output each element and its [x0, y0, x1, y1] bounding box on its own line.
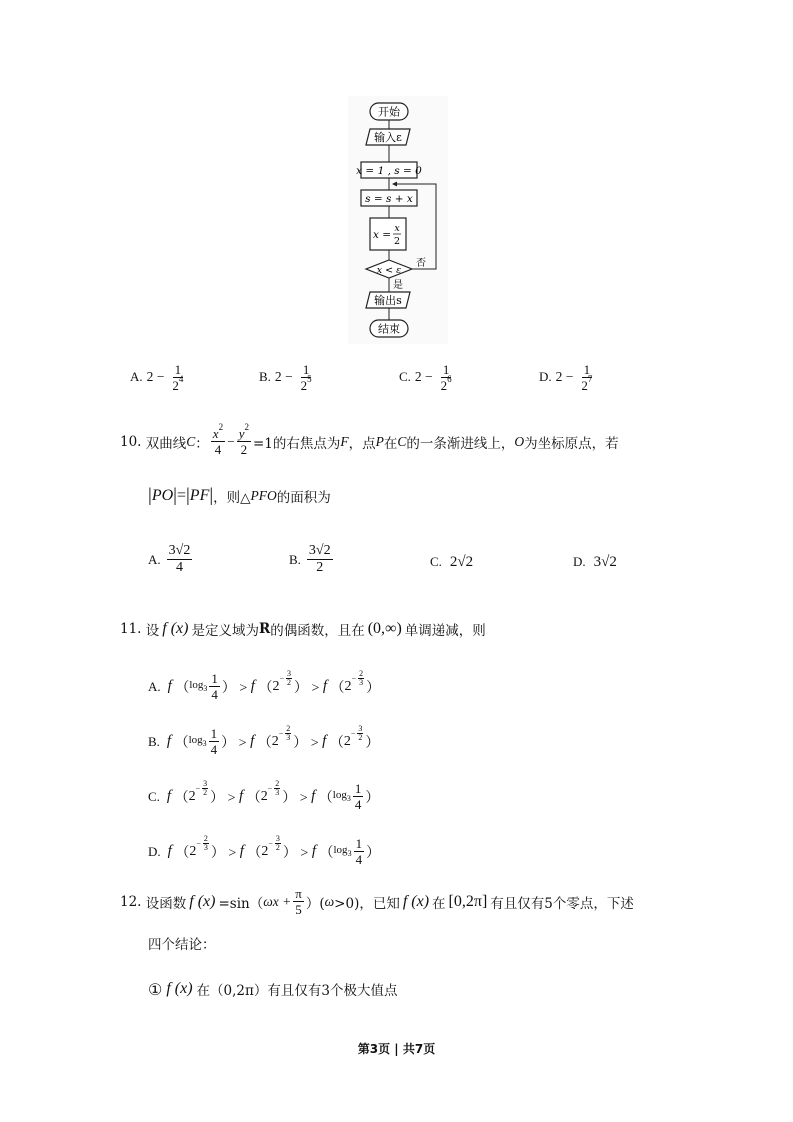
- q10-var-c: C: [186, 433, 196, 449]
- q9-option-b: [259, 363, 316, 392]
- flowchart-init-text: x = 1 , s = 0: [356, 165, 422, 177]
- q11-option-a: A. f （ $\log_3$ $\frac{1}{4}$ ） > f （ 2 − $\frac{3}{2}$ ） > f （ 2 − $\frac{2}{3}$ ）: [148, 669, 381, 702]
- q9-option-d-fraction: $\frac{1}{2^7}$: [581, 362, 593, 393]
- q11-text-4: 单调递减，则: [404, 623, 486, 639]
- q10-pf: PF: [189, 487, 210, 504]
- q9-option-c: [399, 363, 456, 392]
- q11-option-d-term-3: $\log_3$ $\frac{1}{4}$: [333, 836, 363, 867]
- q12-text-2: =sin（: [218, 895, 264, 912]
- q9-option-b-lead: 2 −: [274, 369, 293, 385]
- q12-stem-line2: 四个结论：: [148, 937, 216, 953]
- q12-fx: f (x): [189, 892, 216, 910]
- q10-text-2: =1的右焦点为: [252, 435, 341, 452]
- q9-option-a-lead: 2 −: [146, 369, 165, 385]
- q10-text-6: 为坐标原点，若: [524, 435, 619, 452]
- q11-number: 11.: [120, 621, 142, 637]
- q10-var-p: P: [375, 433, 384, 449]
- q9-option-c-fraction: $\frac{1}{2^6}$: [440, 362, 452, 393]
- q10-text-1: 双曲线: [145, 435, 187, 452]
- q10-text-7: ，则△: [213, 490, 251, 506]
- q9-option-c-lead: 2 −: [414, 369, 433, 385]
- q11-option-b-term-3: 2 − $\frac{3}{2}$: [343, 724, 363, 749]
- q9-option-b-fraction: $\frac{1}{2^5}$: [300, 362, 312, 393]
- q9-option-d-lead: 2 −: [555, 369, 574, 385]
- q10-text-4: 在: [383, 435, 398, 452]
- q12-omega-x: ωx +: [263, 893, 292, 909]
- flowchart-start-text: 开始: [378, 105, 400, 119]
- q11-option-d-term-1: 2 − $\frac{2}{3}$: [189, 834, 208, 859]
- q10-number: 10.: [120, 433, 142, 450]
- q10-var-c2: C: [397, 433, 407, 449]
- q10-option-c-value: 2√2: [449, 554, 474, 570]
- q10-option-a-label: A.: [148, 551, 161, 567]
- q11-r: R: [258, 621, 271, 637]
- q12-item-1-fx: f (x): [166, 980, 193, 997]
- q11-text-2: 是定义域为: [191, 623, 259, 639]
- q10-po: PO: [151, 487, 174, 504]
- flowchart-yes-label: 是: [393, 280, 403, 291]
- q10-option-c-label: C.: [430, 554, 442, 569]
- q11-option-c-term-2: 2 − $\frac{2}{3}$: [260, 779, 280, 804]
- q12-text-5: 在: [432, 895, 446, 912]
- q12-omega: ω: [324, 893, 335, 909]
- flowchart-end-text: 结束: [378, 322, 400, 336]
- q10-stem-line2: | PO | = | PF | ，则△ PFO 的面积为: [148, 485, 331, 506]
- page-footer: 第3页 | 共7页: [357, 1042, 436, 1056]
- q10-option-b-fraction: $\frac{3√2}{2}$: [308, 543, 331, 575]
- flowchart: [348, 96, 448, 344]
- q10-x-fraction: $\frac{x^2}{4}$: [212, 422, 224, 457]
- q11-option-a-term-3: 2 − $\frac{2}{3}$: [344, 669, 364, 694]
- flowchart-input-text: 输入ε: [374, 131, 402, 144]
- q10-option-b: [289, 544, 335, 575]
- q11-fx: f (x): [162, 620, 189, 637]
- q12-item-1-text: 在（0,2π）有且仅有3个极大值点: [196, 983, 398, 999]
- flowchart-no-label: 否: [416, 258, 426, 269]
- q12-text-6: 有且仅有5个零点，下述: [490, 895, 634, 912]
- q10-pfo: PFO: [250, 488, 277, 503]
- flowchart-update-x-den: 2: [393, 236, 401, 247]
- q10-colon: ：: [195, 435, 209, 452]
- q10-var-o: O: [514, 433, 525, 449]
- q11-option-a-label: A.: [148, 678, 161, 694]
- q10-option-b-label: B.: [289, 551, 301, 567]
- q12-fx-2: f (x): [402, 892, 430, 910]
- flowchart-output-text: 输出s: [374, 294, 402, 307]
- q10-text-8: 的面积为: [276, 490, 331, 506]
- q10-option-d-value: 3√2: [593, 554, 617, 570]
- q12-text-1: 设函数: [145, 895, 187, 912]
- q11-option-b-label: B.: [148, 733, 160, 749]
- q11-interval: (0,∞): [367, 620, 402, 637]
- q11-option-b-term-2: 2 − $\frac{2}{3}$: [271, 724, 291, 749]
- q10-option-a: [148, 544, 194, 575]
- q11-option-d: D. f （ 2 − $\frac{2}{3}$ ） > f （ 2 − $\frac{3}{2}$ ） > f （ $\log_3$ $\frac{1}{4}$ ）: [148, 834, 381, 867]
- q11-option-d-term-2: 2 − $\frac{3}{2}$: [261, 834, 280, 859]
- q11-option-a-term-2: 2 − $\frac{3}{2}$: [272, 669, 291, 694]
- q10-var-f: F: [340, 433, 349, 449]
- q12-item-1-marker: ①: [148, 979, 163, 999]
- q11-option-b-term-1: $\log_3$ $\frac{1}{4}$: [188, 726, 218, 757]
- q10-text-5: 的一条渐进线上，: [406, 435, 515, 452]
- q12-number: 12.: [120, 893, 142, 910]
- q10-minus: −: [227, 433, 235, 449]
- q11-option-c-term-3: $\log_3$ $\frac{1}{4}$: [332, 781, 362, 812]
- q10-option-a-fraction: $\frac{3√2}{4}$: [168, 543, 191, 575]
- q11-text-3: 的偶函数，且在: [270, 623, 365, 639]
- q11-option-c-term-1: 2 − $\frac{3}{2}$: [188, 779, 208, 804]
- flowchart-update-s-text: s = s + x: [365, 193, 413, 205]
- q12-text-3: ）(: [305, 895, 325, 912]
- q10-stem-line1: [120, 422, 619, 457]
- q10-text-3: ，点: [348, 435, 376, 452]
- q9-option-c-label: C.: [399, 369, 411, 385]
- q9-option-a-label: A.: [130, 369, 143, 385]
- q12-stem-line1: [120, 887, 634, 916]
- q11-text-1: 设: [145, 623, 160, 639]
- q12-item-1: [148, 979, 397, 999]
- flowchart-update-x-num: x: [394, 223, 400, 234]
- q11-stem: [120, 619, 486, 639]
- q11-option-b: B. f （ $\log_3$ $\frac{1}{4}$ ） > f （ 2 − $\frac{2}{3}$ ） > f （ 2 − $\frac{3}{2}$ ）: [148, 724, 380, 757]
- q11-option-c: C. f （ 2 − $\frac{3}{2}$ ） > f （ 2 − $\frac{2}{3}$ ） > f （ $\log_3$ $\frac{1}{4}$ ）: [148, 779, 380, 812]
- q12-text-4: >0)，已知: [334, 895, 400, 912]
- q9-option-a: [130, 363, 187, 392]
- q10-option-c: [430, 553, 473, 571]
- q10-option-d-label: D.: [573, 554, 586, 569]
- flowchart-update-x-lhs: x =: [372, 229, 392, 241]
- q12-pi-fraction: $\frac{\pi}{5}$: [295, 886, 302, 917]
- q10-y-fraction: $\frac{y^2}{2}$: [238, 422, 249, 457]
- flowchart-condition-text: x < ε: [376, 265, 402, 276]
- q9-option-a-fraction: $\frac{1}{2^4}$: [172, 362, 184, 393]
- q9-option-d-label: D.: [539, 369, 552, 385]
- q9-option-d: [539, 363, 596, 392]
- q10-equals: =: [176, 487, 186, 504]
- q9-option-b-label: B.: [259, 369, 271, 385]
- q10-option-d: [573, 553, 617, 571]
- q11-option-c-label: C.: [148, 788, 160, 804]
- q11-option-d-label: D.: [148, 843, 161, 859]
- q11-option-a-term-1: $\log_3$ $\frac{1}{4}$: [189, 671, 218, 702]
- q12-interval: [0,2π]: [448, 892, 488, 910]
